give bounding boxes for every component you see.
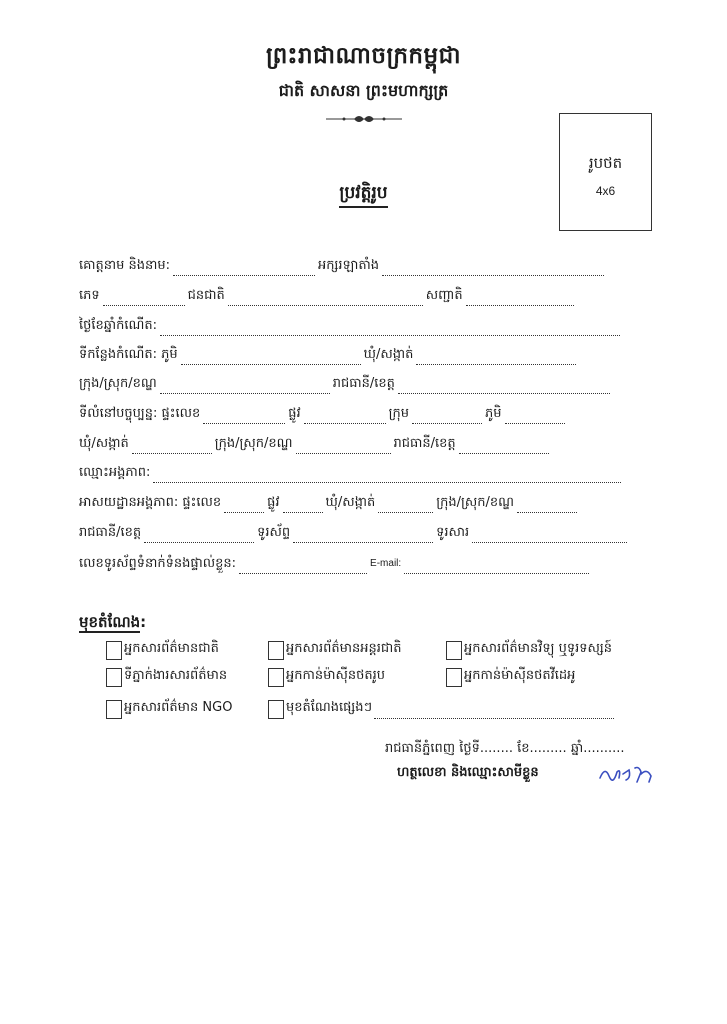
motto-heading: ជាតិ សាសនា ព្រះមហាក្សត្រ <box>278 81 449 100</box>
org-house-label: អាសយដ្ឋានអង្គភាព: ផ្ទះលេខ <box>79 495 222 510</box>
pob-commune-field[interactable] <box>416 350 576 365</box>
year-label: ឆ្នាំ <box>570 741 584 756</box>
option-international-journalist[interactable]: អ្នកសារព័ត៌មានអន្តរជាតិ <box>268 638 402 660</box>
row-personal-contact <box>79 554 657 574</box>
street-label: ផ្លូវ <box>288 406 301 421</box>
org-name-field[interactable] <box>153 468 621 483</box>
row-address <box>79 404 657 424</box>
row-address-2 <box>79 434 657 454</box>
phone-label: ទូរស័ព្ទ <box>257 525 291 540</box>
commune-field[interactable] <box>132 439 212 454</box>
org-street-label: ផ្លូវ <box>267 495 280 510</box>
other-positions-field[interactable] <box>374 704 614 719</box>
fax-field[interactable] <box>472 528 627 543</box>
day-field[interactable]: ........ <box>479 741 513 756</box>
dob-field[interactable] <box>160 321 620 336</box>
signature-line <box>397 764 539 783</box>
row-pob <box>79 345 657 365</box>
checkbox[interactable] <box>268 641 284 660</box>
org-street-field[interactable] <box>283 498 323 513</box>
row-dob <box>79 316 657 336</box>
district-field[interactable] <box>296 439 391 454</box>
village-field[interactable] <box>505 409 565 424</box>
org-house-field[interactable] <box>224 498 264 513</box>
month-field[interactable]: ......... <box>529 741 567 756</box>
sex-label: ភេទ <box>79 288 100 303</box>
row-name <box>79 256 657 276</box>
address-house-label: ទីលំនៅបច្ចុប្បន្ន: ផ្ទះលេខ <box>79 406 201 421</box>
citizenship-label: សញ្ជាតិ <box>425 288 463 303</box>
photo-label: រូបថត <box>588 154 623 172</box>
org-district-label: ក្រុង/ស្រុក/ខណ្ឌ <box>436 495 515 510</box>
district-label: ក្រុង/ស្រុក/ខណ្ឌ <box>214 436 293 451</box>
photo-box[interactable] <box>559 113 652 231</box>
handwritten-signature <box>597 762 657 790</box>
latin-name-label: អក្សរឡាតាំង <box>318 258 380 273</box>
full-name-field[interactable] <box>173 261 315 276</box>
pob-village-label: ទីកន្លែងកំណើត: ភូមិ <box>79 347 178 362</box>
province-label: រាជធានី/ខេត្ត <box>393 436 456 451</box>
email-label: E-mail: <box>370 558 402 569</box>
pob-commune-label: ឃុំ/សង្កាត់ <box>363 347 414 362</box>
date-line <box>385 740 625 759</box>
latin-name-field[interactable] <box>382 261 604 276</box>
street-field[interactable] <box>304 409 386 424</box>
row-pob-district <box>79 374 657 394</box>
nationality-label: ជនជាតិ <box>187 288 225 303</box>
checkbox[interactable] <box>268 700 284 719</box>
option-videographer[interactable]: អ្នកកាន់ម៉ាស៊ីនថតវីដេអូ <box>446 665 575 687</box>
kingdom-heading: ព្រះរាជាណាចក្រកម្ពុជា <box>265 42 462 69</box>
date-place-label: រាជធានីភ្នំពេញ ថ្ងៃទី <box>385 741 480 756</box>
nationality-field[interactable] <box>228 291 423 306</box>
position-section-title: មុខតំណែង: <box>79 613 147 631</box>
checkbox[interactable] <box>106 668 122 687</box>
org-district-field[interactable] <box>517 498 577 513</box>
group-label: ក្រុម <box>388 406 410 421</box>
pob-district-label: ក្រុង/ស្រុក/ខណ្ឌ <box>79 376 157 391</box>
citizenship-field[interactable] <box>466 291 574 306</box>
dob-label: ថ្ងៃខែឆ្នាំកំណើត: <box>79 318 158 333</box>
checkbox[interactable] <box>106 700 122 719</box>
checkbox[interactable] <box>106 641 122 660</box>
org-province-field[interactable] <box>144 528 254 543</box>
option-photographer[interactable]: អ្នកកាន់ម៉ាស៊ីនថតរូប <box>268 665 385 687</box>
row-org-address <box>79 493 657 513</box>
org-commune-label: ឃុំ/សង្កាត់ <box>325 495 376 510</box>
option-ngo-journalist[interactable]: អ្នកសារព័ត៌មាន NGO <box>106 697 232 719</box>
pob-province-field[interactable] <box>398 379 610 394</box>
month-label: ខែ <box>517 741 530 756</box>
option-other-positions[interactable]: មុខតំណែងផ្សេងៗ <box>268 697 617 719</box>
year-field[interactable]: .......... <box>583 741 625 756</box>
fax-label: ទូរសារ <box>436 525 470 540</box>
checkbox[interactable] <box>446 641 462 660</box>
village-label: ភូមិ <box>485 406 502 421</box>
row-org-name <box>79 463 657 483</box>
form-title: ប្រវត្តិរូប <box>0 182 727 207</box>
option-radio-tv-journalist[interactable]: អ្នកសារព័ត៌មានវិទ្យុ ឬទូរទស្សន៍ <box>446 638 612 660</box>
org-name-label: ឈ្មោះអង្គភាព: <box>79 465 151 480</box>
pob-province-label: រាជធានី/ខេត្ត <box>332 376 395 391</box>
sex-field[interactable] <box>103 291 185 306</box>
email-field[interactable] <box>404 559 589 574</box>
row-org-contact <box>79 523 657 543</box>
pob-district-field[interactable] <box>160 379 330 394</box>
org-commune-field[interactable] <box>378 498 433 513</box>
option-national-journalist[interactable]: អ្នកសារព័ត៌មានជាតិ <box>106 638 219 660</box>
group-field[interactable] <box>412 409 482 424</box>
org-province-label: រាជធានី/ខេត្ត <box>79 525 142 540</box>
personal-phone-field[interactable] <box>239 559 367 574</box>
photo-size: 4x6 <box>595 184 616 198</box>
phone-field[interactable] <box>293 528 433 543</box>
option-news-agency[interactable]: ទីភ្នាក់ងារសារព័ត៌មាន <box>106 665 227 687</box>
row-sex <box>79 286 657 306</box>
checkbox[interactable] <box>446 668 462 687</box>
province-field[interactable] <box>459 439 549 454</box>
full-name-label: គោត្តនាម និងនាម: <box>79 258 171 273</box>
address-house-field[interactable] <box>203 409 285 424</box>
pob-village-field[interactable] <box>181 350 361 365</box>
signature-label: ហត្ថលេខា និងឈ្មោះសាមីខ្លួន <box>397 765 539 780</box>
personal-phone-label: លេខទូរស័ព្ទទំនាក់ទំនងផ្ទាល់ខ្លួន: <box>79 556 237 571</box>
commune-label: ឃុំ/សង្កាត់ <box>79 436 129 451</box>
checkbox[interactable] <box>268 668 284 687</box>
